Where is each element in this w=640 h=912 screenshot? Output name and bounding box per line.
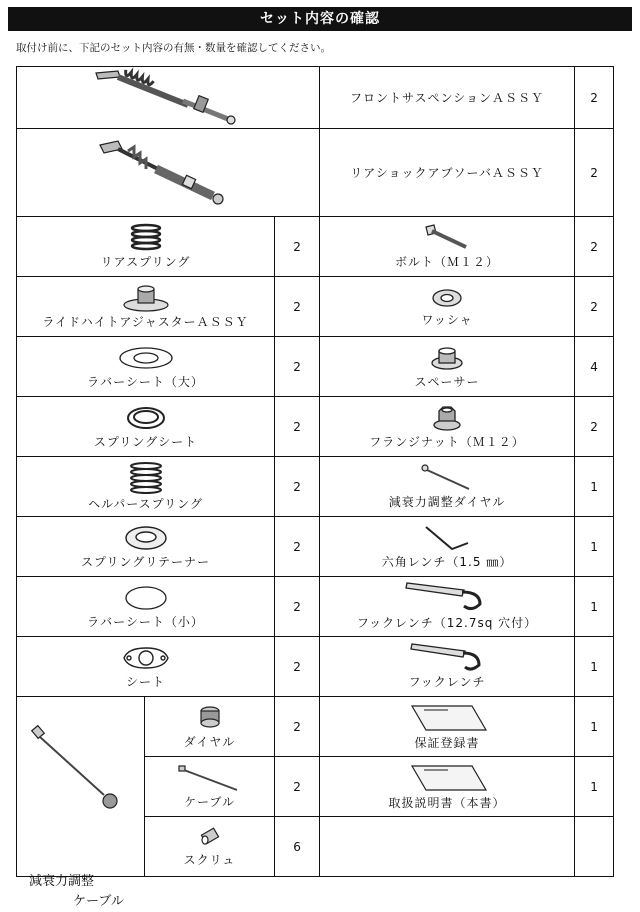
rear-shock-image-cell [17,129,320,217]
spacer-icon [427,343,467,373]
item-cell [17,457,275,517]
screw-icon [195,825,225,851]
item-cell [17,637,275,697]
helper-spring-icon [126,461,166,495]
item-cell [17,577,275,637]
item-name: ケーブル [184,795,235,809]
qty-cell: 2 [275,397,320,457]
item-name: ラバーシート（小） [87,615,204,629]
rear-shock-icon [88,131,248,211]
item-cell [17,517,275,577]
spring-icon [126,223,166,253]
qty-cell: 2 [275,337,320,397]
item-cell [17,337,275,397]
qty-cell: 4 [575,337,614,397]
empty-cell [320,817,575,877]
hook-wrench-icon [407,643,487,673]
adjuster-icon [121,283,171,313]
spring-seat-icon [124,403,168,433]
item-name: フックレンチ [408,675,486,689]
qty-cell: 2 [575,397,614,457]
item-name: フックレンチ（12.7sq 穴付） [356,616,538,630]
damping-cable-icon [26,721,136,831]
qty-cell: 2 [575,217,614,277]
qty-cell: 2 [275,217,320,277]
table-row [17,129,614,217]
item-cell [17,277,275,337]
front-suspension-image-cell [17,67,320,129]
item-cell [320,457,575,517]
qty-cell: 1 [575,517,614,577]
qty-cell: 2 [275,277,320,337]
item-name: リアショックアブソーバＡＳＳＹ [350,166,544,180]
qty-cell: 2 [575,67,614,129]
rubber-seat-small-icon [121,583,171,613]
qty-cell: 2 [275,457,320,517]
item-cell [320,637,575,697]
flange-nut-icon [429,403,465,433]
item-name: 取扱説明書（本書） [388,796,506,810]
item-name: フロントサスペンションＡＳＳＹ [350,91,545,105]
damping-dial-tool-icon [417,463,477,493]
cable-group-label-line2: ケーブル [73,894,124,909]
cable-icon [175,763,245,793]
item-name: リアスプリング [100,255,191,269]
item-name: ダイヤル [183,735,236,749]
manual-doc-icon [402,762,492,794]
item-cell [320,217,575,277]
table-row [17,697,614,757]
table-row [17,67,614,129]
qty-cell: 1 [575,697,614,757]
item-name: スクリュ [183,853,236,867]
item-cell [320,277,575,337]
item-name: 減衰力調整ダイヤル [388,495,506,509]
qty-cell: 2 [275,577,320,637]
qty-cell: 1 [575,637,614,697]
item-name: スプリングリテーナー [80,555,211,569]
item-cell [320,757,575,817]
table-row [17,457,614,517]
item-name: ラバーシート（大） [87,375,204,389]
item-cell [17,217,275,277]
cable-group-label [29,872,124,912]
qty-cell: 1 [575,757,614,817]
item-name: フランジナット（Ｍ１２） [369,435,525,449]
rubber-seat-large-icon [116,343,176,373]
item-cell [145,757,275,817]
table-row [17,277,614,337]
item-cell [320,697,575,757]
hex-wrench-icon [422,523,472,553]
intro-text: 取付け前に、下記のセット内容の有無・数量を確認してください。 [16,42,331,54]
parts-table [16,66,614,909]
cable-group-cell [17,697,145,909]
item-cell [145,697,275,757]
item-cell [320,517,575,577]
bolt-icon [422,223,472,253]
table-row [17,217,614,277]
item-name: ワッシャ [421,313,473,327]
front-coilover-icon [88,67,248,125]
qty-cell: 6 [275,817,320,877]
item-name: 六角レンチ（1.5 ㎜） [381,555,513,569]
qty-cell: 2 [275,517,320,577]
item-cell [320,577,575,637]
section-header: セット内容の確認 [8,7,632,31]
item-cell [17,397,275,457]
item-name: ボルト（Ｍ１２） [395,255,500,269]
item-cell [320,397,575,457]
warranty-doc-icon [402,702,492,734]
table-cell [320,129,575,217]
dial-icon [195,703,225,733]
qty-cell: 2 [275,757,320,817]
table-row [17,637,614,697]
qty-cell: 1 [575,577,614,637]
table-row [17,517,614,577]
hook-wrench-hole-icon [402,582,492,614]
item-name: スペーサー [414,375,480,389]
table-row [17,397,614,457]
qty-cell: 2 [575,129,614,217]
qty-cell: 2 [275,637,320,697]
seat-plate-icon [118,643,174,673]
qty-cell: 2 [575,277,614,337]
item-cell [320,337,575,397]
table-cell [320,67,575,129]
table-row [17,337,614,397]
washer-icon [427,285,467,311]
item-cell [145,817,275,877]
item-name: 保証登録書 [414,736,480,750]
item-name: シート [125,675,165,689]
item-name: ライドハイトアジャスターＡＳＳＹ [42,315,249,329]
spring-retainer-icon [122,523,170,553]
cable-group-label-line1: 減衰力調整 [29,874,95,889]
qty-cell: 2 [275,697,320,757]
table-row [17,577,614,637]
qty-cell [575,817,614,877]
item-name: ヘルパースプリング [88,497,203,511]
item-name: スプリングシート [93,435,198,449]
qty-cell: 1 [575,457,614,517]
